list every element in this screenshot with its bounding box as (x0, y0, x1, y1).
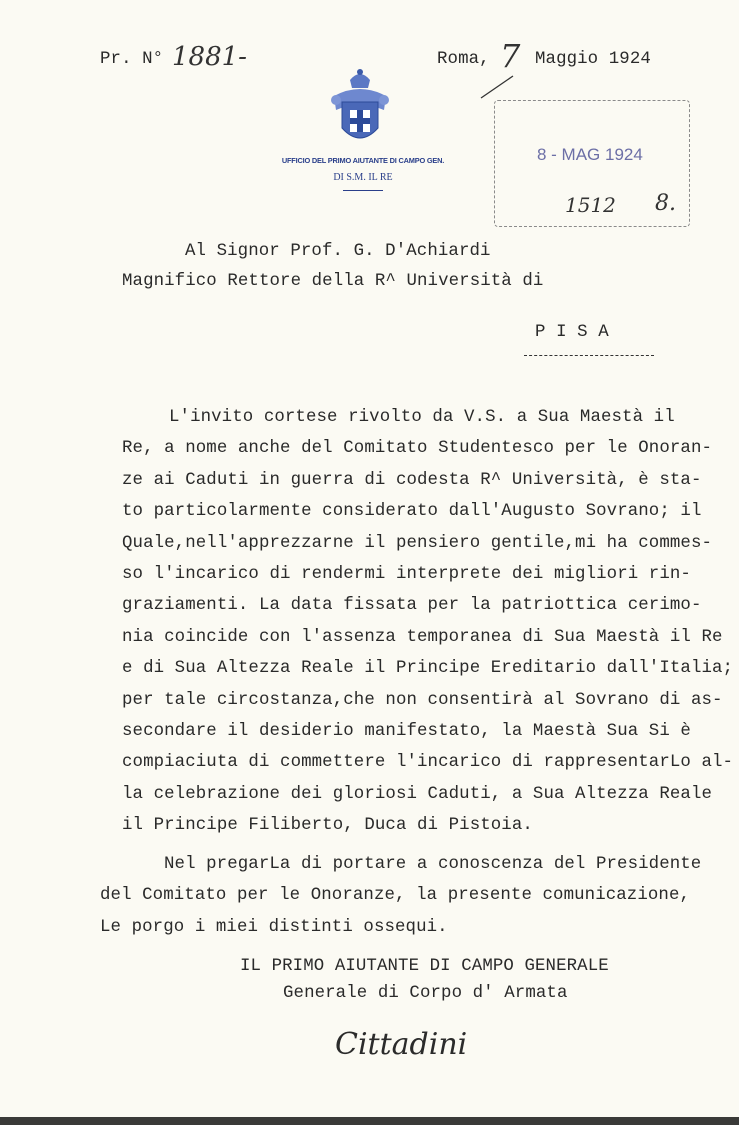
addressee-line1: Al Signor Prof. G. D'Achiardi (185, 242, 491, 261)
body-line: Le porgo i miei distinti ossequi. (100, 917, 448, 937)
date-day: 7 (500, 37, 521, 75)
body-line: per tale circostanza,che non consentirà al Sovrano di as- (122, 690, 723, 710)
body-line: nia coincide con l'assenza temporanea di Sua Maestà il Re (122, 627, 723, 647)
protocol-number: 1881- (172, 42, 247, 72)
body-paragraph-1 (122, 402, 733, 841)
stamp-date: 8 - MAG 1924 (537, 145, 643, 164)
body-line: Quale,nell'apprezzarne il pensiero gentile,mi ha commes- (122, 533, 713, 553)
addressee-line2: Magnifico Rettore della R^ Università di (122, 272, 544, 291)
date-month-year: Maggio 1924 (535, 50, 651, 69)
body-line: la celebrazione dei gloriosi Caduti, a Sua Altezza Reale (122, 784, 713, 804)
received-stamp (494, 100, 690, 227)
closing-title: IL PRIMO AIUTANTE DI CAMPO GENERALE (240, 957, 609, 976)
body-line: Re, a nome anche del Comitato Studentesco per le Onoran- (122, 439, 713, 459)
body-line: e di Sua Altezza Reale il Principe Ereditario dall'Italia; (122, 659, 734, 679)
body-line: secondare il desiderio manifestato, la Maestà Sua Si è (122, 721, 691, 741)
letterhead-ornament (343, 190, 383, 191)
scan-edge (0, 1117, 739, 1125)
body-line: graziamenti. La data fissata per la patriottica cerimo- (122, 596, 702, 616)
letterhead-line2: DI S.M. IL RE (333, 172, 393, 183)
letterhead-line1: UFFICIO DEL PRIMO AIUTANTE DI CAMPO GEN. (281, 156, 445, 165)
stamp-number: 1512 (565, 193, 616, 217)
place: Roma, (437, 50, 490, 69)
body-line: il Principe Filiberto, Duca di Pistoia. (122, 816, 533, 836)
letterhead-office (273, 156, 453, 191)
stamp-suffix: 8. (655, 191, 676, 216)
body-line: del Comitato per le Onoranze, la presente comunicazione, (100, 886, 691, 906)
addressee-city: P I S A (535, 323, 609, 342)
closing-rank: Generale di Corpo d' Armata (283, 984, 568, 1003)
body-line: L'invito cortese rivolto da V.S. a Sua Maestà il (169, 408, 675, 427)
body-line: compiaciuta di commettere l'incarico di rappresentarLo al- (122, 753, 734, 773)
date-stroke-icon (478, 74, 518, 100)
coat-of-arms-icon (328, 66, 392, 150)
signature: Cittadini (335, 1027, 468, 1062)
protocol-label: Pr. N° (100, 50, 164, 69)
body-line: Nel pregarLa di portare a conoscenza del Presidente (164, 855, 702, 874)
body-line: ze ai Caduti in guerra di codesta R^ Università, è sta- (122, 470, 702, 490)
body-line: to particolarmente considerato dall'Augusto Sovrano; il (122, 502, 702, 522)
body-line: so l'incarico di rendermi interprete dei migliori rin- (122, 564, 691, 584)
body-paragraph-2 (100, 849, 701, 943)
city-underline (524, 355, 654, 356)
